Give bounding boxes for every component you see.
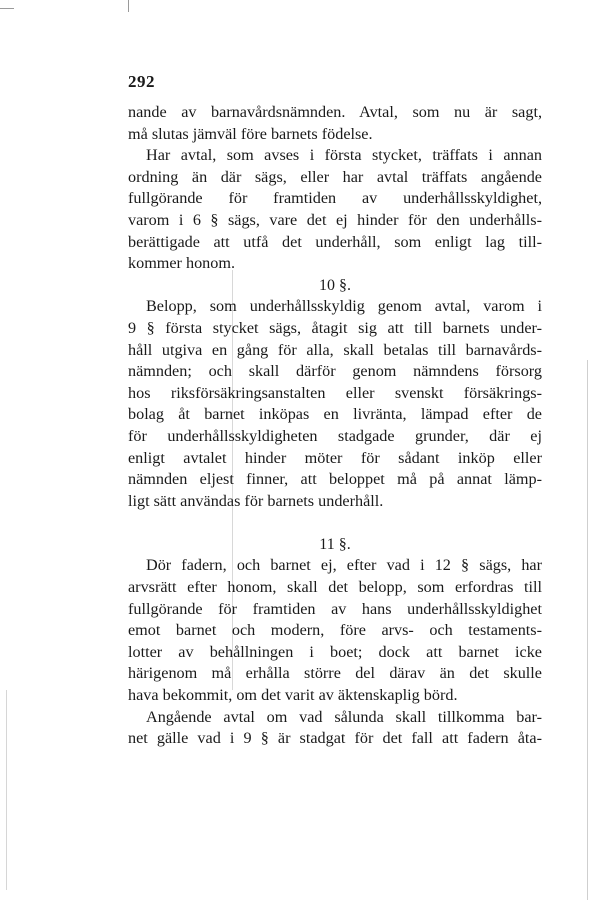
text-line: kommer honom. <box>128 254 236 273</box>
text-line: ordning än där sägs, eller har avtal träffats angående <box>128 167 542 186</box>
text-line: fullgörande för framtiden av underhållsskyldighet, <box>128 189 542 208</box>
text-line: ligt sätt användas för barnets underhåll. <box>128 491 384 510</box>
text-line: nämnden; och skall därför genom nämndens försorg <box>128 362 542 381</box>
text-line: hava bekommit, om det varit av äktenskaplig börd. <box>128 686 458 705</box>
text-line: net gälle vad i 9 § är stadgat för det fall att fadern åta- <box>128 729 542 748</box>
section-spacer <box>128 512 542 534</box>
page-number: 292 <box>128 72 155 91</box>
text-line: enligt avtalet hinder möter för sådant inköp eller <box>128 448 542 467</box>
text-line: håll utgiva en gång för alla, skall betalas till barnavårds- <box>128 340 542 359</box>
body-text <box>128 102 542 750</box>
text-line: må slutas jämväl före barnets födelse. <box>128 124 373 143</box>
scan-edge-mark <box>128 0 129 12</box>
scan-edge-mark <box>587 360 588 900</box>
text-line: lotter av behållningen i boet; dock att barnet icke <box>128 642 542 661</box>
section-heading: 11 §. <box>319 535 351 553</box>
text-line: hos riksförsäkringsanstalten eller svenskt försäkrings- <box>128 383 542 402</box>
text-line: berättigade att utfå det underhåll, som enligt lag till- <box>128 232 542 251</box>
text-line: 9 § första stycket sägs, åtagit sig att till barnets under- <box>128 318 542 337</box>
text-line: för underhållsskyldigheten stadgade grunder, där ej <box>128 426 542 445</box>
text-line: varom i 6 § sägs, vare det ej hinder för den underhålls- <box>128 210 542 229</box>
text-line: Dör fadern, och barnet ej, efter vad i 12 § sägs, har <box>146 556 542 575</box>
text-line: Belopp, som underhållsskyldig genom avtal, varom i <box>146 297 542 316</box>
scan-edge-mark <box>0 8 14 9</box>
text-line: nämnden eljest finner, att beloppet må på annat lämp- <box>128 470 542 489</box>
text-line: arvsrätt efter honom, skall det belopp, som erfordras till <box>128 578 542 597</box>
text-line: fullgörande för framtiden av hans underhållsskyldighet <box>128 599 542 618</box>
text-line: Angående avtal om vad sålunda skall tillkomma bar- <box>146 707 542 726</box>
text-line: emot barnet och modern, före arvs- och testaments- <box>128 621 542 640</box>
section-heading: 10 §. <box>319 276 351 294</box>
text-line: Har avtal, som avses i första stycket, träffats i annan <box>146 146 542 165</box>
scan-edge-mark <box>6 690 7 890</box>
text-line: härigenom må erhålla större del därav än det skulle <box>128 664 542 683</box>
text-line: nande av barnavårdsnämnden. Avtal, som nu är sagt, <box>128 103 542 121</box>
text-line: bolag åt barnet inköpas en livränta, lämpad efter de <box>128 405 542 424</box>
